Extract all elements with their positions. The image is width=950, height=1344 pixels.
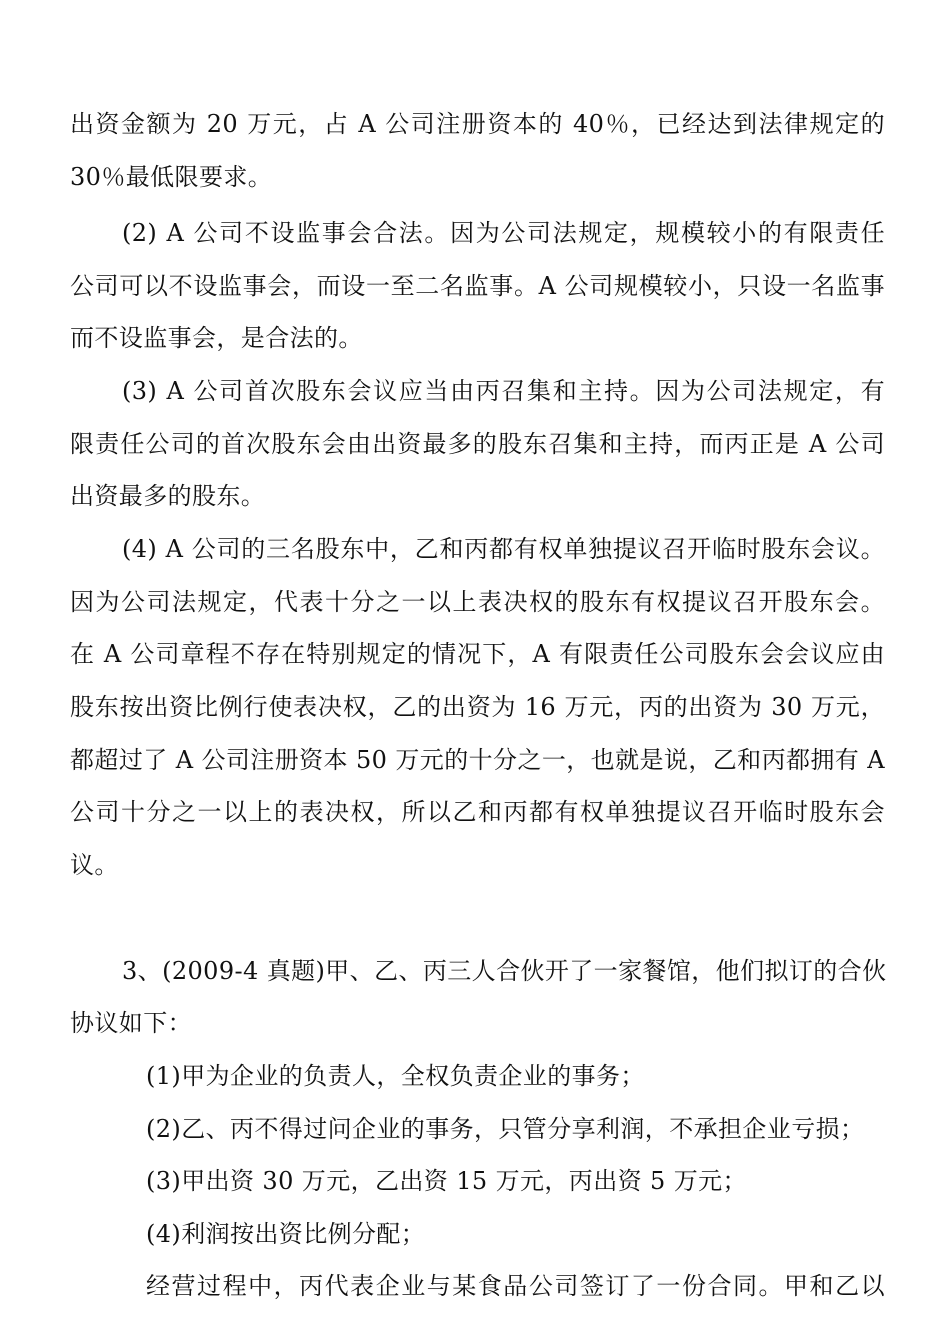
agreement-item-1: (1)甲为企业的负责人，全权负责企业的事务； — [146, 1062, 645, 1090]
agreement-item-2: (2)乙、丙不得过问企业的事务，只管分享利润，不承担企业亏损； — [146, 1115, 865, 1143]
point-4-line-2: 因为公司法规定，代表十分之一以上表决权的股东有权提议召开股东会。 — [70, 588, 885, 616]
point-2-line-2: 公司可以不设监事会，而设一至二名监事。A 公司规模较小，只设一名监事 — [70, 272, 885, 300]
answer-2-continued-line-2: 30％最低限要求。 — [70, 163, 273, 191]
agreement-item-3: (3)甲出资 30 万元，乙出资 15 万元，丙出资 5 万元； — [146, 1167, 747, 1195]
point-2-line-3: 而不设监事会，是合法的。 — [70, 324, 363, 352]
point-4-line-1: (4) A 公司的三名股东中，乙和丙都有权单独提议召开临时股东会议。 — [122, 535, 885, 563]
point-3-line-2: 限责任公司的首次股东会由出资最多的股东召集和主持，而丙正是 A 公司 — [70, 430, 885, 458]
point-4-line-5: 都超过了 A 公司注册资本 50 万元的十分之一，也就是说，乙和丙都拥有 A — [70, 746, 885, 774]
point-4-line-4: 股东按出资比例行使表决权，乙的出资为 16 万元，丙的出资为 30 万元， — [70, 693, 885, 721]
question-3-tail-line: 经营过程中，丙代表企业与某食品公司签订了一份合同。甲和乙以 — [146, 1272, 885, 1300]
point-4-line-3: 在 A 公司章程不存在特别规定的情况下，A 有限责任公司股东会会议应由 — [70, 640, 885, 668]
question-3-intro-line-1: 3、(2009-4 真题)甲、乙、丙三人合伙开了一家餐馆，他们拟订的合伙 — [122, 957, 887, 985]
point-4-line-7: 议。 — [70, 851, 119, 879]
point-3-line-3: 出资最多的股东。 — [70, 482, 266, 510]
agreement-item-4: (4)利润按出资比例分配； — [146, 1220, 426, 1248]
answer-2-continued-line-1: 出资金额为 20 万元，占 A 公司注册资本的 40％，已经达到法律规定的 — [70, 110, 885, 138]
point-3-line-1: (3) A 公司首次股东会议应当由丙召集和主持。因为公司法规定，有 — [122, 377, 885, 405]
point-4-line-6: 公司十分之一以上的表决权，所以乙和丙都有权单独提议召开临时股东会 — [70, 798, 885, 826]
point-2-line-1: (2) A 公司不设监事会合法。因为公司法规定，规模较小的有限责任 — [122, 219, 885, 247]
question-3-intro-line-2: 协议如下： — [70, 1009, 192, 1037]
